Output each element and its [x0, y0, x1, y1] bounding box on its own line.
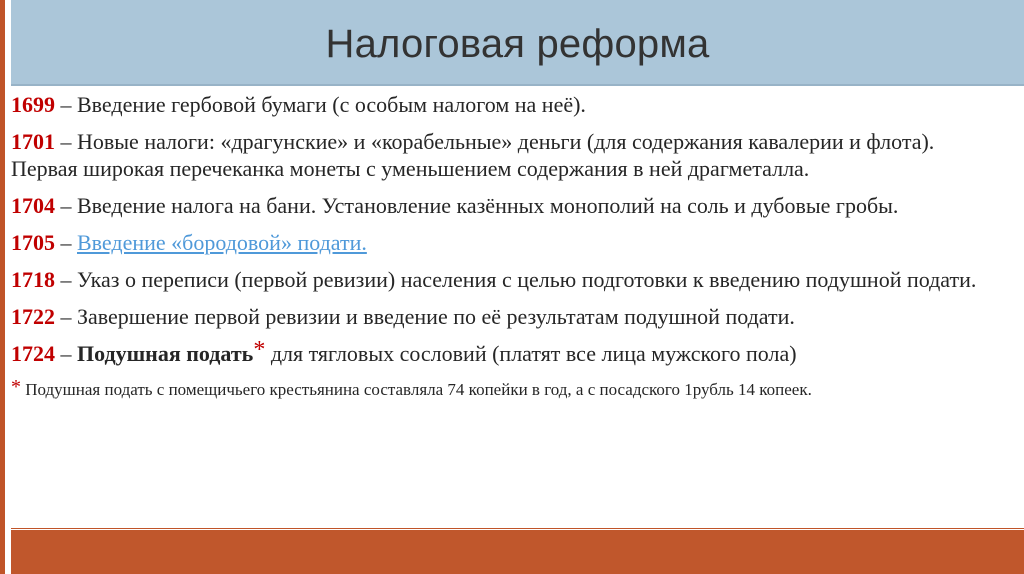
- year-label: 1718: [11, 267, 55, 292]
- dash: –: [55, 230, 72, 255]
- footnote-text: Подушная подать с помещичьего крестьянина составляла 74 копейки в год, а с посадского 1рубль 14 копеек.: [21, 380, 812, 399]
- reform-item-1701: [11, 128, 1006, 182]
- reform-item-1699: [11, 91, 1006, 118]
- title-bar: [11, 0, 1024, 86]
- item-text: Новые налоги: «драгунские» и «корабельные» деньги (для содержания кавалерии и флота). Первая широкая перечеканка монеты с уменьшением содержания в ней драгметалла.: [11, 129, 935, 181]
- slide-left-border: [0, 0, 5, 574]
- item-text: Указ о переписи (первой ревизии) населения с целью подготовки к введению подушной подати.: [71, 267, 977, 292]
- beard-tax-link[interactable]: Введение «бородовой» подати.: [77, 230, 367, 255]
- reform-item-1724: [11, 337, 1006, 368]
- reform-item-1705: [11, 229, 1006, 256]
- reform-item-1718: [11, 266, 1006, 293]
- footnote-marker: *: [253, 337, 266, 363]
- year-label: 1724: [11, 341, 55, 366]
- year-label: 1705: [11, 230, 55, 255]
- item-text: Введение налога на бани. Установление казённых монополий на соль и дубовые гробы.: [71, 193, 899, 218]
- footnote: [11, 378, 1006, 401]
- dash: –: [55, 92, 72, 117]
- dash: –: [55, 341, 72, 366]
- footnote-marker: *: [11, 376, 21, 398]
- slide-content: [11, 91, 1006, 411]
- dash: –: [55, 193, 72, 218]
- year-label: 1722: [11, 304, 55, 329]
- reform-item-1722: [11, 303, 1006, 330]
- item-text: для тягловых сословий (платят все лица мужского пола): [265, 341, 797, 366]
- item-text: Завершение первой ревизии и введение по её результатам подушной подати.: [71, 304, 795, 329]
- reform-item-1704: [11, 192, 1006, 219]
- dash: –: [55, 129, 72, 154]
- year-label: 1704: [11, 193, 55, 218]
- item-text: Введение гербовой бумаги (с особым налогом на неё).: [71, 92, 586, 117]
- year-label: 1701: [11, 129, 55, 154]
- dash: –: [55, 304, 72, 329]
- poll-tax-term: Подушная подать: [77, 341, 254, 366]
- footer-bar: [11, 530, 1024, 574]
- year-label: 1699: [11, 92, 55, 117]
- footer-divider: [11, 528, 1024, 529]
- dash: –: [55, 267, 72, 292]
- slide-title: Налоговая реформа: [325, 21, 710, 66]
